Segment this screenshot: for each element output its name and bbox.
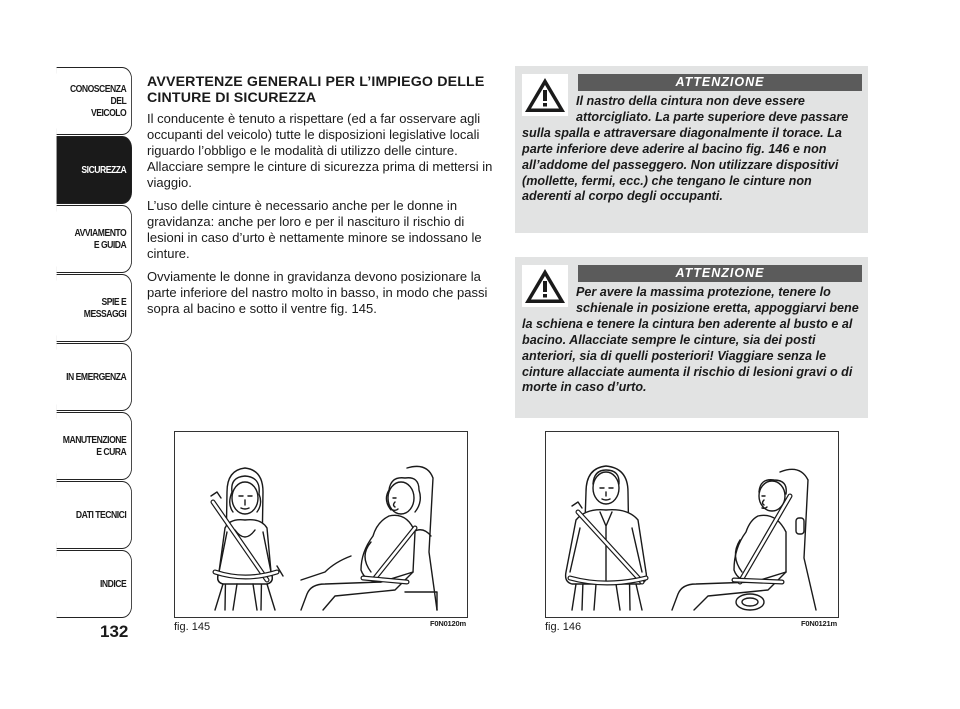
paragraph: Il conducente è tenuto a rispettare (ed a far osservare agli occupanti del veicolo) tutte le disposizioni legislative locali riguardo l’obbligo e le modalità di utilizzo delle cinture. Allacciare sempre le cinture di sicurezza prima di mettersi in viaggio. xyxy=(147,111,493,190)
tab-in-emergenza[interactable] xyxy=(57,343,132,411)
tab-indice[interactable] xyxy=(57,550,132,618)
warning-text: Per avere la massima protezione, tenere lo schienale in posizione eretta, appoggiarvi bene la schiena e tenere la cintura ben aderente al busto e al bacino. Allacciate sempre le cinture, sia dei posti anteriori, sia di quelli posteriori! Viaggiare senza le cinture allacciate aumenta il rischio di lesioni gravi o di morte in caso d’urto. xyxy=(522,285,859,395)
figure-correct-seatbelt-position xyxy=(545,431,839,618)
tab-label: INDICE xyxy=(100,578,127,590)
tab-label: SPIE E MESSAGGI xyxy=(83,296,127,320)
tab-label: MANUTENZIONE E CURA xyxy=(62,434,127,458)
illustration-fig-146 xyxy=(546,432,838,617)
paragraph: L’uso delle cinture è necessario anche per le donne in gravidanza: anche per loro e per il nascituro il rischio di lesioni in caso d’urto è nettamente minore se indossano le cinture. xyxy=(147,198,482,261)
figure-caption: fig. 145 xyxy=(174,621,211,633)
section-title: AVVERTENZE GENERALI PER L’IMPIEGO DELLE CINTURE DI SICUREZZA xyxy=(147,74,485,106)
warning-box xyxy=(515,66,868,233)
warning-title: ATTENZIONE xyxy=(578,265,862,282)
warning-title: ATTENZIONE xyxy=(578,74,862,91)
main-text-column xyxy=(147,74,499,324)
tab-label: CONOSCENZA DEL VEICOLO xyxy=(69,83,127,119)
tab-spie-e-messaggi[interactable] xyxy=(57,274,132,342)
tab-avviamento-e-guida[interactable] xyxy=(57,205,132,273)
page-number: 132 xyxy=(100,622,129,641)
illustration-fig-145 xyxy=(175,432,467,617)
tab-dati-tecnici[interactable] xyxy=(57,481,132,549)
tab-label: SICUREZZA xyxy=(81,164,127,176)
figure-code: F0N0120m xyxy=(430,619,466,628)
figure-pregnant-woman-seatbelt xyxy=(174,431,468,618)
tab-conoscenza-del-veicolo[interactable] xyxy=(57,67,132,135)
warning-box xyxy=(515,257,868,418)
tab-label: DATI TECNICI xyxy=(75,509,127,521)
figure-caption: fig. 146 xyxy=(545,621,582,633)
tab-label: IN EMERGENZA xyxy=(66,371,127,383)
paragraph: Ovviamente le donne in gravidanza devono posizionare la parte inferiore del nastro molto in basso, in modo che passi sopra al bacino e sotto il ventre fig. 145. xyxy=(147,269,488,316)
tab-sicurezza[interactable] xyxy=(57,136,132,204)
figure-code: F0N0121m xyxy=(801,619,837,628)
warning-text: Il nastro della cintura non deve essere attorcigliato. La parte superiore deve passare sulla spalla e attraversare diagonalmente il torace. La parte inferiore deve aderire al bacino fig. 146 e non all’addome del passeggero. Non utilizzare dispositivi (mollette, fermi, ecc.) che tengano le cinture non aderenti al corpo degli occupanti. xyxy=(522,94,849,204)
tab-manutenzione-e-cura[interactable] xyxy=(57,412,132,480)
tab-label: AVVIAMENTO E GUIDA xyxy=(74,227,127,251)
